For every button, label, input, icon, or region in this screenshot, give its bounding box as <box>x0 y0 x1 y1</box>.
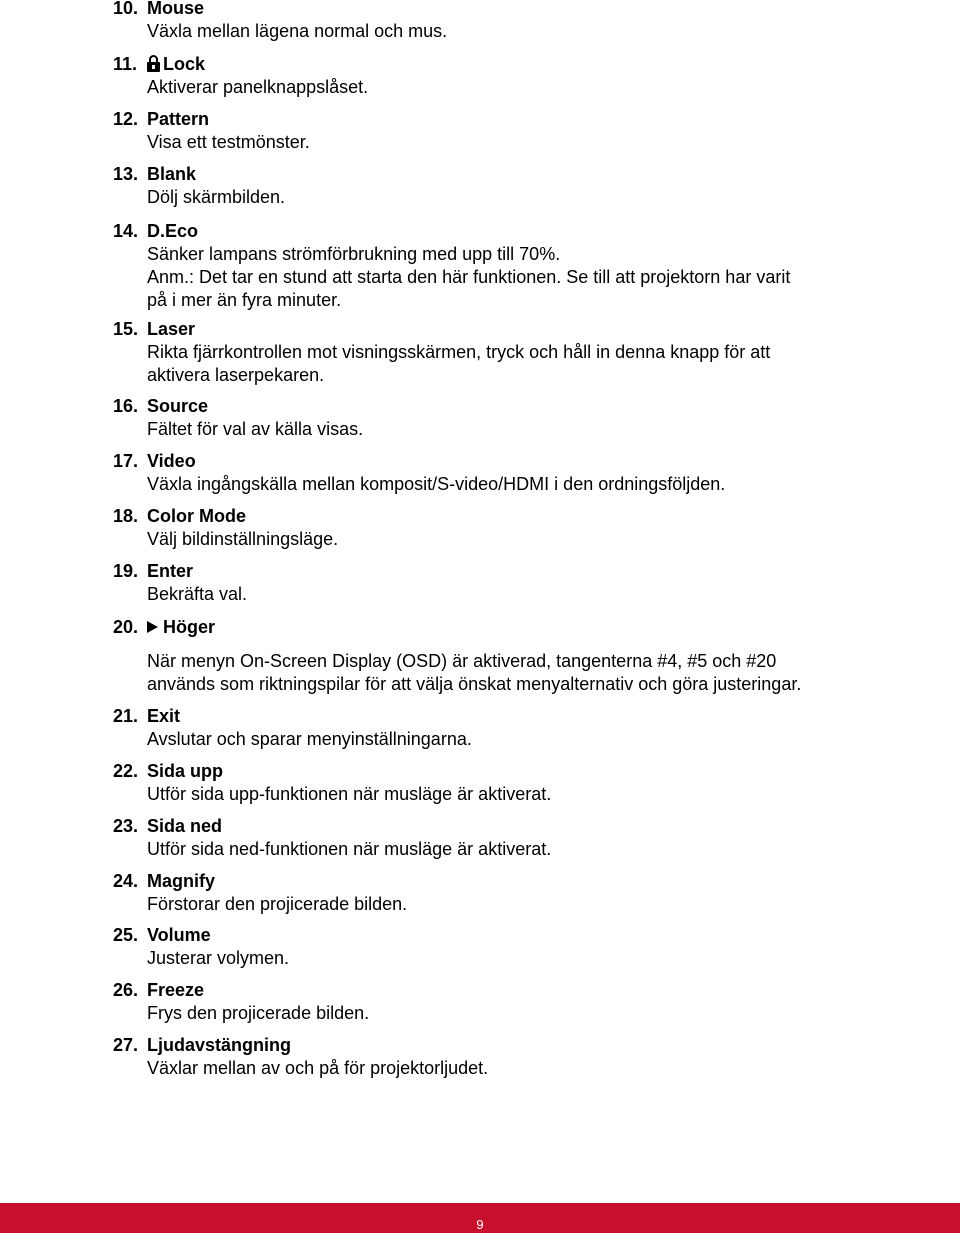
item-number: 17. <box>113 451 139 471</box>
item-number: 12. <box>113 109 139 129</box>
item-description: Fältet för val av källa visas. <box>147 419 364 439</box>
item-description-row <box>0 893 960 916</box>
item-title: Mouse <box>147 0 205 18</box>
item-title: Video <box>147 451 196 471</box>
item-title: Volume <box>147 925 211 945</box>
item-title-wrap <box>147 705 180 728</box>
item-title-wrap <box>147 924 211 947</box>
item-title-wrap <box>147 395 208 418</box>
item-heading-row <box>0 705 960 728</box>
item-heading-row <box>0 53 960 76</box>
lock-icon <box>147 55 160 72</box>
item-description: Förstorar den projicerade bilden. <box>147 894 408 914</box>
item-number: 25. <box>113 925 139 945</box>
item-description-row <box>0 131 960 154</box>
page-number: 9 <box>476 1217 484 1232</box>
item-title-wrap <box>147 318 195 341</box>
item-description: Växla ingångskälla mellan komposit/S-video/HDMI i den ordningsföljden. <box>147 474 726 494</box>
item-heading-row <box>0 318 960 341</box>
item-title: Lock <box>163 54 206 74</box>
item-number: 22. <box>113 761 139 781</box>
item-title-wrap <box>147 760 223 783</box>
item-heading-row <box>0 560 960 583</box>
item-description: När menyn On-Screen Display (OSD) är aktiverad, tangenterna #4, #5 och #20 <box>147 651 777 671</box>
item-description-row <box>0 364 960 387</box>
item-title-wrap <box>147 870 215 893</box>
item-number: 27. <box>113 1035 139 1055</box>
item-description: används som riktningspilar för att välja önskat menyalternativ och göra justeringar. <box>147 674 802 694</box>
item-description: Justerar volymen. <box>147 948 290 968</box>
item-title: Enter <box>147 561 194 581</box>
item-title: D.Eco <box>147 221 199 241</box>
item-title: Freeze <box>147 980 205 1000</box>
item-description-row <box>0 528 960 551</box>
item-description: på i mer än fyra minuter. <box>147 290 342 310</box>
item-description-row <box>0 341 960 364</box>
item-description: Anm.: Det tar en stund att starta den här funktionen. Se till att projektorn har varit <box>147 267 791 287</box>
item-title: Laser <box>147 319 196 339</box>
item-description: Avslutar och sparar menyinställningarna. <box>147 729 472 749</box>
item-title-wrap <box>147 450 196 473</box>
item-description-row <box>0 583 960 606</box>
item-title: Ljudavstängning <box>147 1035 291 1055</box>
item-description-row <box>0 418 960 441</box>
item-title: Blank <box>147 164 197 184</box>
item-heading-row <box>0 220 960 243</box>
item-description-row <box>0 186 960 209</box>
item-description-row <box>0 473 960 496</box>
item-number: 24. <box>113 871 139 891</box>
item-title: Pattern <box>147 109 210 129</box>
item-title: Color Mode <box>147 506 246 526</box>
item-heading-row <box>0 870 960 893</box>
item-title-wrap <box>147 0 204 20</box>
item-title-wrap <box>147 560 193 583</box>
item-number: 11. <box>113 54 138 74</box>
item-title-wrap <box>147 53 205 76</box>
item-title-wrap <box>147 815 222 838</box>
item-description: Sänker lampans strömförbrukning med upp till 70%. <box>147 244 561 264</box>
item-heading-row <box>0 0 960 20</box>
item-number: 21. <box>113 706 139 726</box>
item-description: Välj bildinställningsläge. <box>147 529 339 549</box>
item-heading-row <box>0 979 960 1002</box>
item-description-row <box>0 673 960 696</box>
item-number: 16. <box>113 396 139 416</box>
item-title-wrap <box>147 163 196 186</box>
item-description: Rikta fjärrkontrollen mot visningsskärmen, tryck och håll in denna knapp för att <box>147 342 771 362</box>
item-description-row <box>0 947 960 970</box>
item-title-wrap <box>147 220 198 243</box>
item-title: Exit <box>147 706 181 726</box>
item-number: 10. <box>113 0 139 18</box>
item-title: Sida ned <box>147 816 223 836</box>
item-description-row <box>0 1057 960 1080</box>
item-description-row <box>0 1002 960 1025</box>
item-description-row <box>0 728 960 751</box>
item-number: 13. <box>113 164 139 184</box>
item-description-row <box>0 838 960 861</box>
item-number: 26. <box>113 980 139 1000</box>
item-heading-row <box>0 505 960 528</box>
item-description-row <box>0 650 960 673</box>
item-number: 18. <box>113 506 139 526</box>
item-description: Utför sida upp-funktionen när musläge är aktiverat. <box>147 784 552 804</box>
item-description: aktivera laserpekaren. <box>147 365 325 385</box>
triangle-right-icon <box>147 621 158 633</box>
item-description: Frys den projicerade bilden. <box>147 1003 370 1023</box>
item-heading-row <box>0 924 960 947</box>
item-title-wrap <box>147 616 215 639</box>
item-description-row <box>0 289 960 312</box>
item-description: Växla mellan lägena normal och mus. <box>147 21 448 41</box>
item-number: 15. <box>113 319 139 339</box>
item-description: Växlar mellan av och på för projektorljudet. <box>147 1058 489 1078</box>
item-description-row <box>0 266 960 289</box>
item-title: Source <box>147 396 209 416</box>
item-number: 19. <box>113 561 139 581</box>
item-title-wrap <box>147 979 204 1002</box>
item-description-row <box>0 20 960 43</box>
item-title: Sida upp <box>147 761 223 781</box>
item-heading-row <box>0 395 960 418</box>
item-description: Utför sida ned-funktionen när musläge är aktiverat. <box>147 839 552 859</box>
item-description: Dölj skärmbilden. <box>147 187 286 207</box>
item-number: 14. <box>113 221 139 241</box>
item-heading-row <box>0 450 960 473</box>
item-title-wrap <box>147 505 246 528</box>
item-number: 20. <box>113 617 139 637</box>
item-description-row <box>0 76 960 99</box>
item-description: Visa ett testmönster. <box>147 132 310 152</box>
item-description-row <box>0 783 960 806</box>
item-number: 23. <box>113 816 139 836</box>
item-heading-row <box>0 760 960 783</box>
item-description: Bekräfta val. <box>147 584 248 604</box>
item-heading-row <box>0 163 960 186</box>
item-title: Magnify <box>147 871 216 891</box>
item-description: Aktiverar panelknappslåset. <box>147 77 369 97</box>
item-title: Höger <box>163 617 216 637</box>
item-description-row <box>0 243 960 266</box>
item-heading-row <box>0 616 960 639</box>
item-heading-row <box>0 1034 960 1057</box>
item-heading-row <box>0 815 960 838</box>
item-title-wrap <box>147 1034 291 1057</box>
item-heading-row <box>0 108 960 131</box>
item-title-wrap <box>147 108 209 131</box>
